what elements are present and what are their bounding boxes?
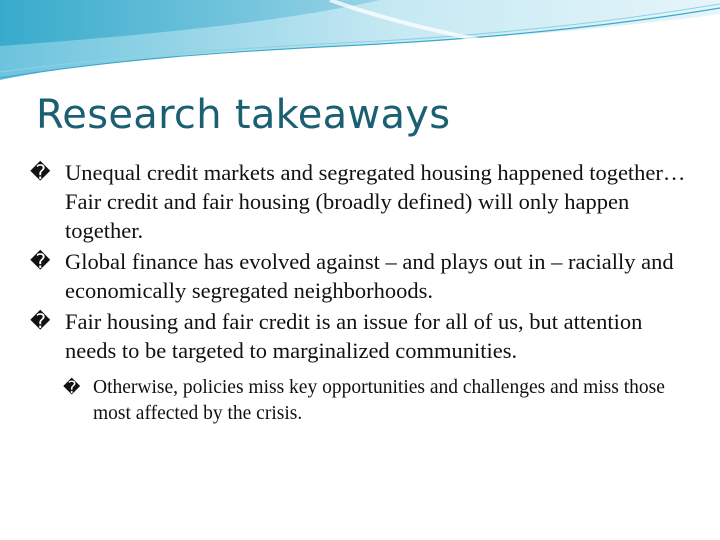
bullet-text: Global finance has evolved against – and plays out in – racially and economically segregated neighborhoods.: [65, 249, 674, 303]
slide-title: Research takeaways: [36, 92, 451, 138]
bullet-item: [30, 158, 694, 245]
bullet-item: [30, 247, 694, 305]
header-wave-decoration: [0, 0, 720, 90]
bullet-list: [30, 158, 694, 429]
bullet-text: Fair housing and fair credit is an issue for all of us, but attention needs to be targeted to marginalized communities.: [65, 309, 643, 363]
sub-bullet-item: [63, 375, 694, 427]
bullet-text: Unequal credit markets and segregated housing happened together…Fair credit and fair housing (broadly defined) will only happen together.: [65, 160, 686, 243]
bullet-item: [30, 307, 694, 365]
bullet-glyph-icon: �: [30, 309, 51, 333]
bullet-glyph-icon: �: [30, 160, 51, 184]
bullet-glyph-icon: �: [30, 249, 51, 273]
bullet-text: Otherwise, policies miss key opportunities and challenges and miss those most affected by the crisis.: [93, 377, 665, 424]
bullet-glyph-icon: �: [63, 378, 81, 398]
